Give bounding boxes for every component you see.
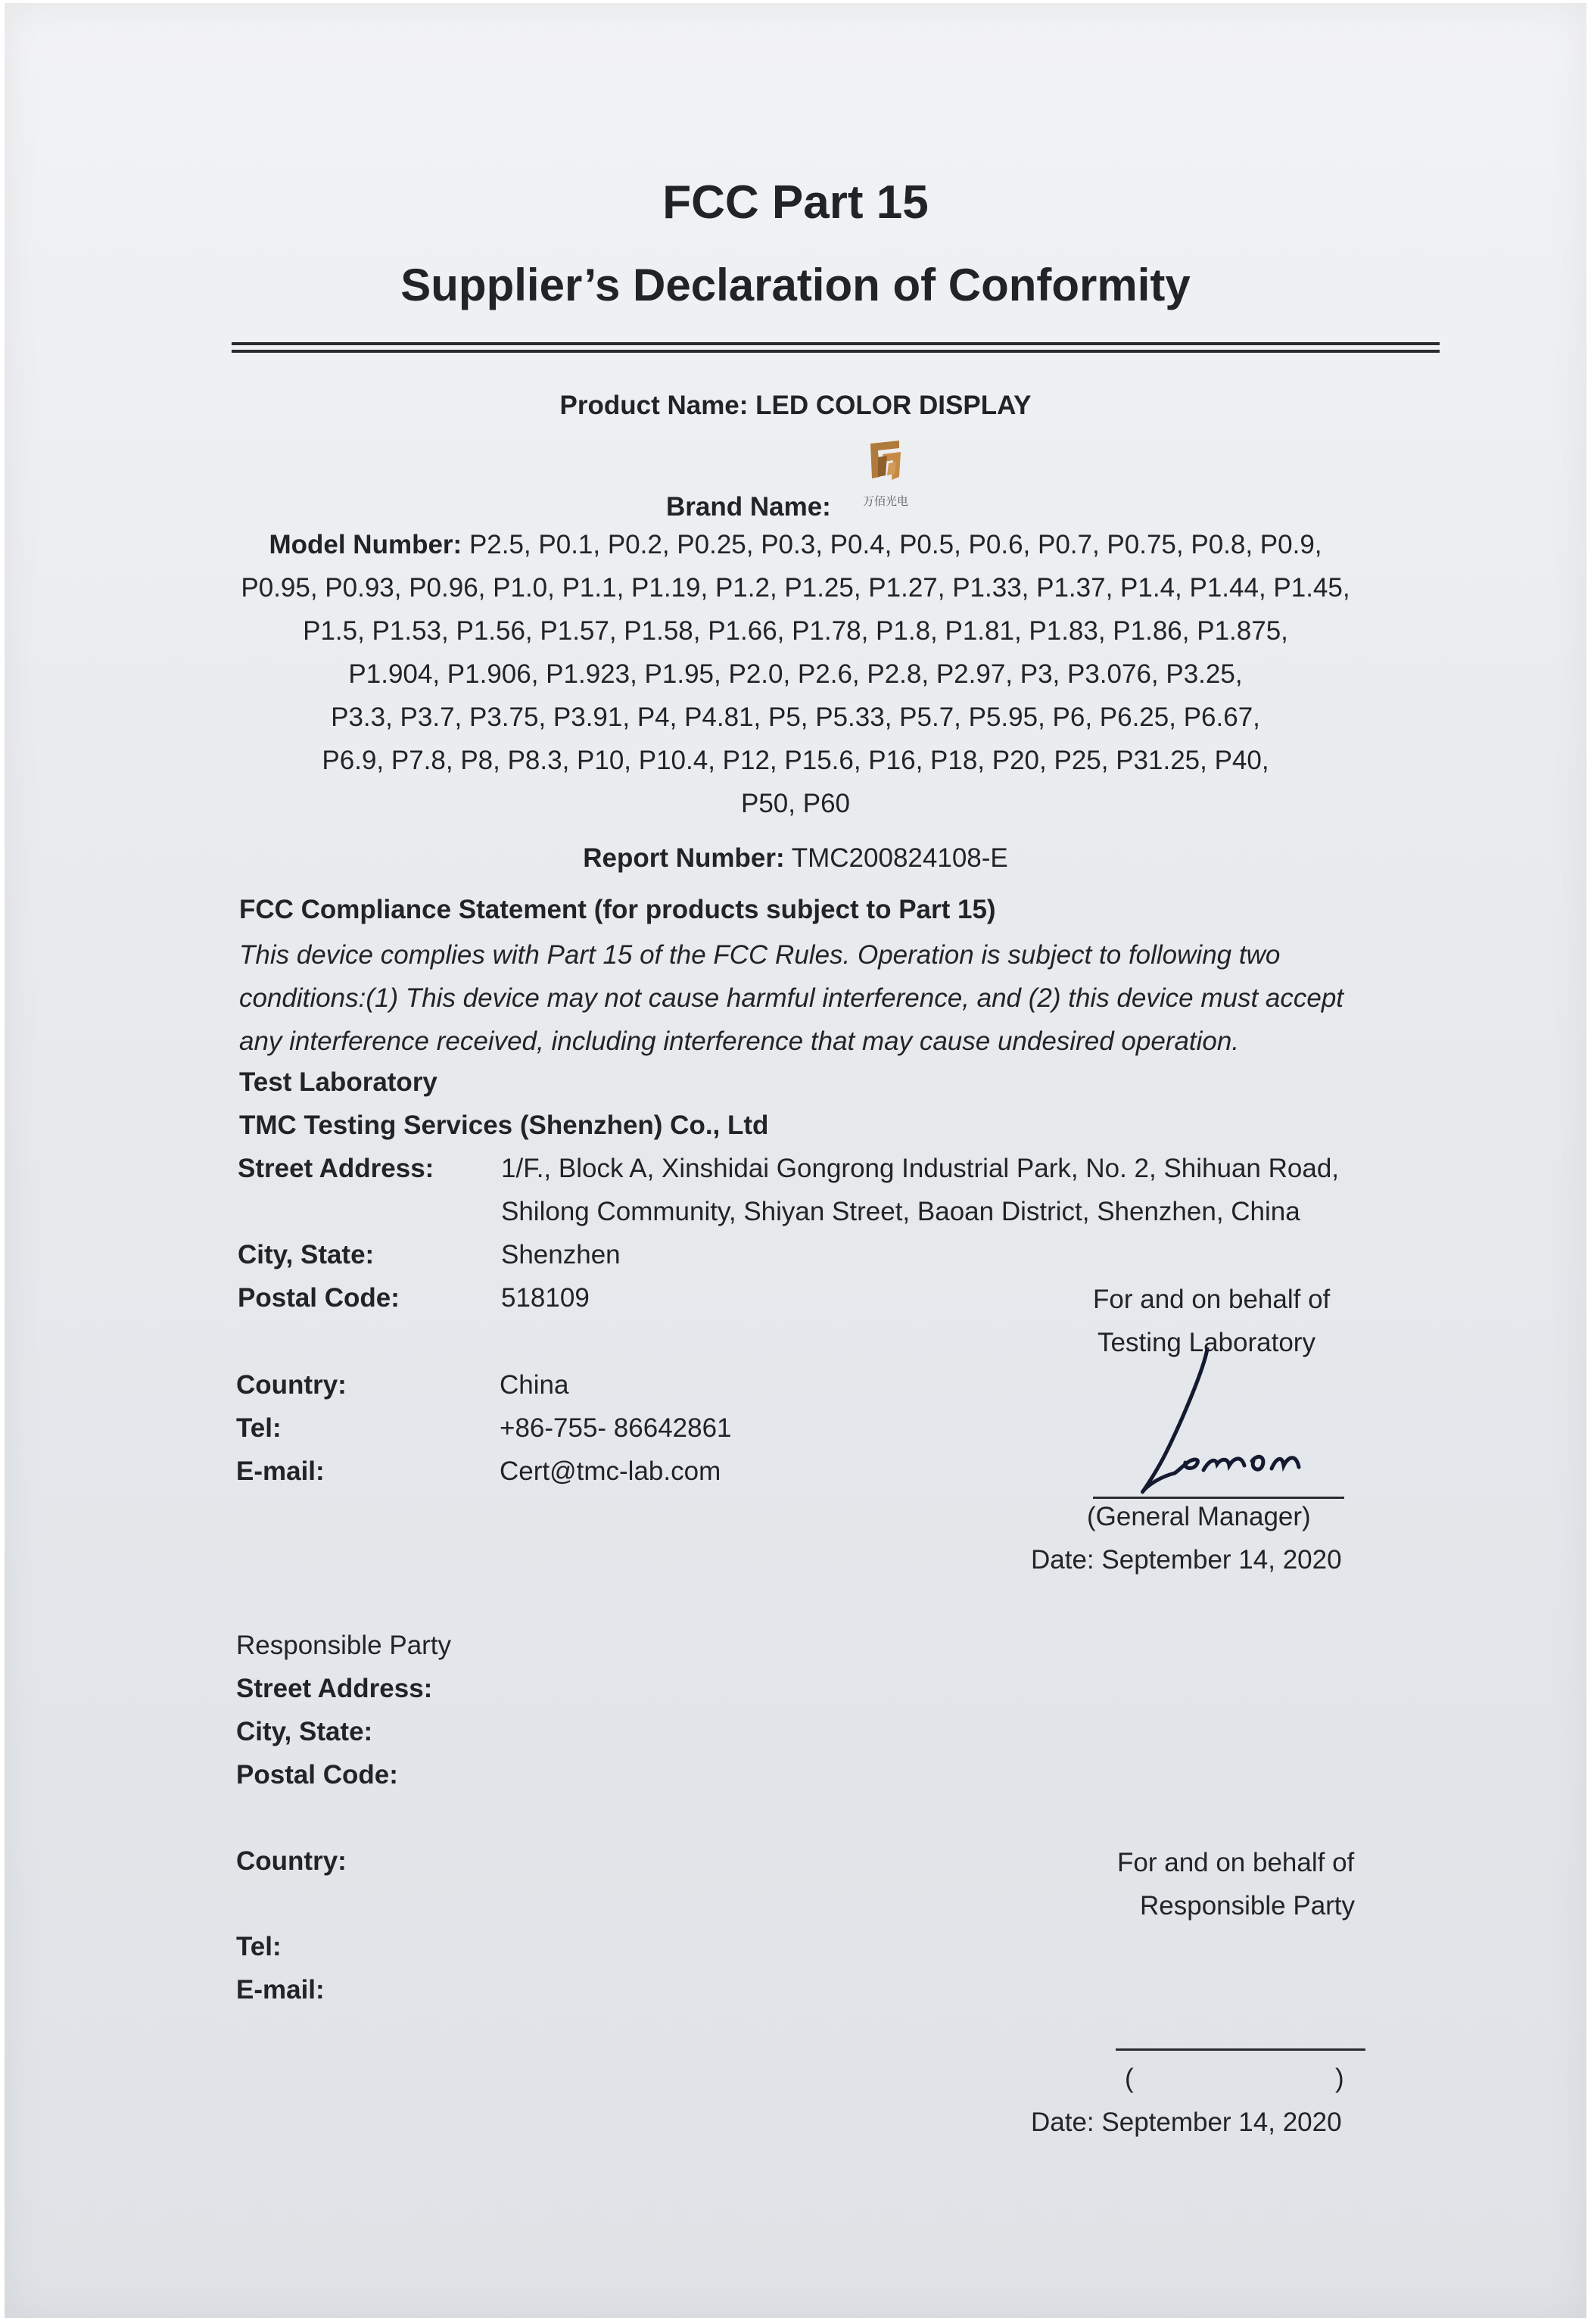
- lab-name: TMC Testing Services (Shenzhen) Co., Ltd: [239, 1111, 769, 1140]
- model-number-label: Model Number:: [269, 530, 462, 559]
- product-name-label: Product Name:: [559, 391, 749, 420]
- responsible-tel-label: Tel:: [236, 1932, 282, 1961]
- lab-tel-label: Tel:: [236, 1413, 282, 1443]
- title-rule-bottom: [232, 350, 1440, 353]
- compliance-line-2: conditions:(1) This device may not cause harmful interference, and (2) this device must accept: [239, 983, 1344, 1013]
- lab-date: Date: September 14, 2020: [1031, 1545, 1342, 1575]
- responsible-postal-label: Postal Code:: [236, 1760, 398, 1790]
- lab-tel-value: +86-755- 86642861: [500, 1413, 732, 1443]
- lab-signature-line: [1093, 1497, 1344, 1499]
- model-line-2: P0.95, P0.93, P0.96, P1.0, P1.1, P1.19, P1.2, P1.25, P1.27, P1.33, P1.37, P1.4, P1.44, P1.45,: [241, 573, 1350, 603]
- lab-heading: Test Laboratory: [239, 1067, 437, 1097]
- responsible-country-label: Country:: [236, 1846, 347, 1876]
- responsible-title-close: ): [1335, 2064, 1344, 2093]
- responsible-street-label: Street Address:: [236, 1674, 433, 1703]
- model-line-3: P1.5, P1.53, P1.56, P1.57, P1.58, P1.66, P1.78, P1.8, P1.81, P1.83, P1.86, P1.875,: [303, 616, 1288, 646]
- responsible-email-label: E-mail:: [236, 1975, 325, 2005]
- page-subtitle: Supplier’s Declaration of Conformity: [400, 260, 1191, 310]
- lab-signer-title: (General Manager): [1087, 1502, 1311, 1531]
- lab-street-line-2: Shilong Community, Shiyan Street, Baoan District, Shenzhen, China: [501, 1197, 1300, 1226]
- lab-behalf-line-2: Testing Laboratory: [1098, 1328, 1315, 1357]
- model-number-values: P2.5, P0.1, P0.2, P0.25, P0.3, P0.4, P0.5, P0.6, P0.7, P0.75, P0.8, P0.9,: [469, 530, 1322, 559]
- responsible-title-open: (: [1125, 2064, 1134, 2093]
- lab-street-line-1: 1/F., Block A, Xinshidai Gongrong Industrial Park, No. 2, Shihuan Road,: [501, 1154, 1340, 1183]
- page-title: FCC Part 15: [662, 176, 929, 229]
- lab-country-label: Country:: [236, 1370, 347, 1400]
- lab-email-value: Cert@tmc-lab.com: [500, 1456, 721, 1486]
- model-line-6: P6.9, P7.8, P8, P8.3, P10, P10.4, P12, P15.6, P16, P18, P20, P25, P31.25, P40,: [322, 746, 1269, 775]
- lab-country-value: China: [500, 1370, 569, 1400]
- brand-name-label: Brand Name:: [666, 492, 831, 522]
- lab-postal-value: 518109: [501, 1283, 590, 1313]
- responsible-behalf-line-2: Responsible Party: [1140, 1891, 1356, 1921]
- product-name-row: [0, 391, 1591, 421]
- lab-city-value: Shenzhen: [501, 1240, 621, 1269]
- lab-street-label: Street Address:: [238, 1154, 434, 1183]
- compliance-heading: FCC Compliance Statement (for products subject to Part 15): [239, 895, 996, 924]
- responsible-heading: Responsible Party: [236, 1631, 452, 1660]
- model-line-7: P50, P60: [741, 789, 850, 818]
- model-line-4: P1.904, P1.906, P1.923, P1.95, P2.0, P2.6, P2.8, P2.97, P3, P3.076, P3.25,: [348, 659, 1243, 689]
- lab-email-label: E-mail:: [236, 1456, 325, 1486]
- compliance-line-3: any interference received, including interference that may cause undesired operation.: [239, 1026, 1240, 1056]
- responsible-behalf-line-1: For and on behalf of: [1117, 1848, 1355, 1877]
- product-name-value: LED COLOR DISPLAY: [755, 391, 1032, 420]
- report-number-value: TMC200824108-E: [791, 843, 1008, 873]
- compliance-line-1: This device complies with Part 15 of the FCC Rules. Operation is subject to following two: [239, 940, 1281, 970]
- model-line-1: [0, 530, 1591, 560]
- lab-signature: [1090, 1340, 1340, 1506]
- brand-logo-text: 万佰光电: [863, 495, 909, 508]
- report-number-label: Report Number:: [583, 843, 785, 873]
- lab-behalf-line-1: For and on behalf of: [1093, 1285, 1331, 1314]
- responsible-signature-line: [1116, 2048, 1365, 2051]
- report-number-row: [0, 843, 1591, 874]
- handwritten-signature-icon: [1090, 1340, 1340, 1506]
- title-rule-top: [232, 342, 1440, 345]
- lab-postal-label: Postal Code:: [238, 1283, 400, 1313]
- lab-city-label: City, State:: [238, 1240, 375, 1269]
- responsible-date: Date: September 14, 2020: [1031, 2107, 1342, 2137]
- responsible-city-label: City, State:: [236, 1717, 373, 1746]
- model-line-5: P3.3, P3.7, P3.75, P3.91, P4, P4.81, P5, P5.33, P5.7, P5.95, P6, P6.25, P6.67,: [331, 702, 1260, 732]
